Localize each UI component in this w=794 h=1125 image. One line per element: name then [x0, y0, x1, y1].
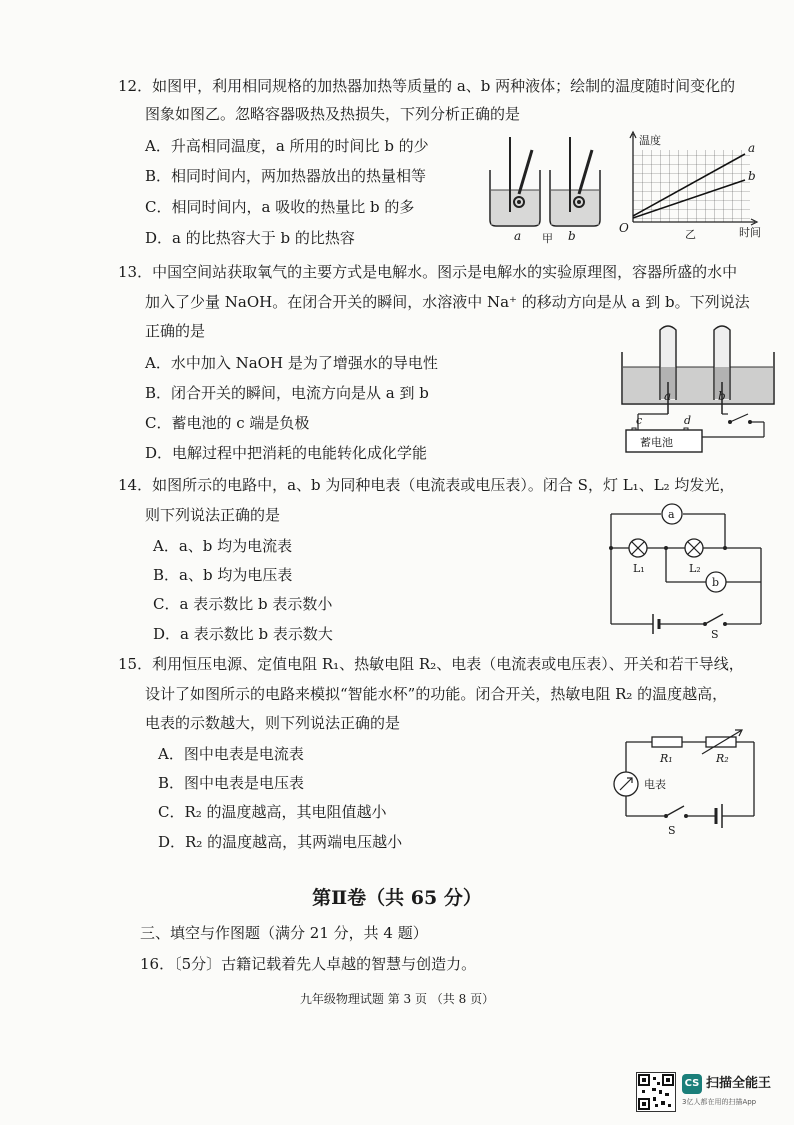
battery-label: 蓄电池: [640, 436, 673, 449]
graph-line-b-label: b: [748, 169, 756, 183]
q13-option-d: D．电解过程中把消耗的电能转化成化学能: [145, 444, 428, 462]
camscanner-name: 扫描全能王: [706, 1076, 772, 1091]
figure-yi-caption: 乙: [685, 228, 696, 241]
lamp-l2-label: L₂: [689, 562, 701, 575]
page-footer: 九年级物理试题 第 3 页 （共 8 页）: [299, 992, 495, 1006]
electrode-b-label: b: [718, 389, 726, 403]
q12-option-a: A．升高相同温度，a 所用的时间比 b 的少: [145, 137, 429, 155]
scanner-watermark: [636, 1072, 786, 1114]
graph-origin: O: [619, 221, 629, 235]
battery-d-label: d: [684, 414, 692, 427]
r1-label: R₁: [660, 752, 673, 765]
beaker-b-label: b: [568, 229, 576, 243]
beaker-a-label: a: [514, 229, 522, 243]
q12-option-b: B．相同时间内，两加热器放出的热量相等: [145, 167, 427, 185]
q13-stem-line1: 13．中国空间站获取氧气的主要方式是电解水。图示是电解水的实验原理图，容器所盛的水中: [118, 263, 738, 281]
q15-circuit-figure: [606, 728, 766, 838]
q14-option-a: A．a、b 均为电流表: [153, 537, 293, 555]
camscanner-tagline: 3亿人都在用的扫描App: [682, 1098, 757, 1106]
figure-jia-caption: 甲: [542, 232, 553, 245]
q13-option-a: A．水中加入 NaOH 是为了增强水的导电性: [145, 354, 438, 372]
q13-electrolysis-figure: [618, 322, 778, 457]
camscanner-logo-icon: CS: [682, 1074, 702, 1094]
lamp-l1-label: L₁: [633, 562, 645, 575]
q14-stem-line2: 则下列说法正确的是: [145, 506, 281, 524]
part-three-heading: 三、填空与作图题（满分 21 分，共 4 题）: [140, 924, 428, 942]
q14-option-c: C．a 表示数比 b 表示数小: [153, 595, 333, 613]
meter-a-label: a: [668, 508, 675, 521]
graph-ylabel: 温度: [639, 134, 661, 147]
q12-figure-yi: [615, 128, 775, 243]
q14-stem-line1: 14．如图所示的电路中，a、b 为同种电表（电流表或电压表）。闭合 S，灯 L₁、L₂ 均发光，: [118, 476, 735, 494]
r2-label: R₂: [716, 752, 729, 765]
q16-stem: 16．〔5分〕古籍记载着先人卓越的智慧与创造力。: [140, 955, 477, 973]
q12-stem-line1: 12．如图甲，利用相同规格的加热器加热等质量的 a、b 两种液体；绘制的温度随时间变化的: [118, 77, 736, 95]
qr-code-icon: [636, 1072, 676, 1112]
q15-stem-line1: 15．利用恒压电源、定值电阻 R₁、热敏电阻 R₂、电表（电流表或电压表）、开关和若干导线，: [118, 655, 744, 673]
q15-switch-label: S: [668, 824, 676, 837]
battery-c-label: c: [636, 414, 643, 427]
q13-stem-line3: 正确的是: [145, 322, 206, 340]
q15-option-a: A．图中电表是电流表: [158, 745, 304, 763]
q13-option-c: C．蓄电池的 c 端是负极: [145, 414, 310, 432]
q15-stem-line2: 设计了如图所示的电路来模拟“智能水杯”的功能。闭合开关，热敏电阻 R₂ 的温度越高，: [145, 685, 728, 703]
q12-figure-jia: [484, 132, 609, 247]
q15-stem-line3: 电表的示数越大，则下列说法正确的是: [145, 714, 401, 732]
q12-stem-line2: 图象如图乙。忽略容器吸热及热损失，下列分析正确的是: [145, 105, 521, 123]
section-ii-title: 第Ⅱ卷（共 65 分）: [312, 887, 482, 909]
meter-label: 电表: [644, 778, 666, 791]
q14-circuit-figure: [603, 500, 773, 640]
q14-option-b: B．a、b 均为电压表: [153, 566, 293, 584]
q15-option-b: B．图中电表是电压表: [158, 774, 305, 792]
q12-option-c: C．相同时间内，a 吸收的热量比 b 的多: [145, 198, 415, 216]
q14-option-d: D．a 表示数比 b 表示数大: [153, 625, 333, 643]
q13-option-b: B．闭合开关的瞬间，电流方向是从 a 到 b: [145, 384, 429, 402]
q14-switch-label: S: [711, 628, 719, 640]
q15-option-c: C．R₂ 的温度越高，其电阻值越小: [158, 803, 387, 821]
q12-option-d: D．a 的比热容大于 b 的比热容: [145, 229, 355, 247]
graph-xlabel: 时间: [739, 226, 761, 239]
electrode-a-label: a: [664, 389, 672, 403]
graph-line-a-label: a: [748, 141, 756, 155]
meter-b-label: b: [712, 576, 720, 589]
q15-option-d: D．R₂ 的温度越高，其两端电压越小: [158, 833, 403, 851]
q13-stem-line2: 加入了少量 NaOH。在闭合开关的瞬间，水溶液中 Na⁺ 的移动方向是从 a 到 b。下列说法: [145, 293, 750, 311]
